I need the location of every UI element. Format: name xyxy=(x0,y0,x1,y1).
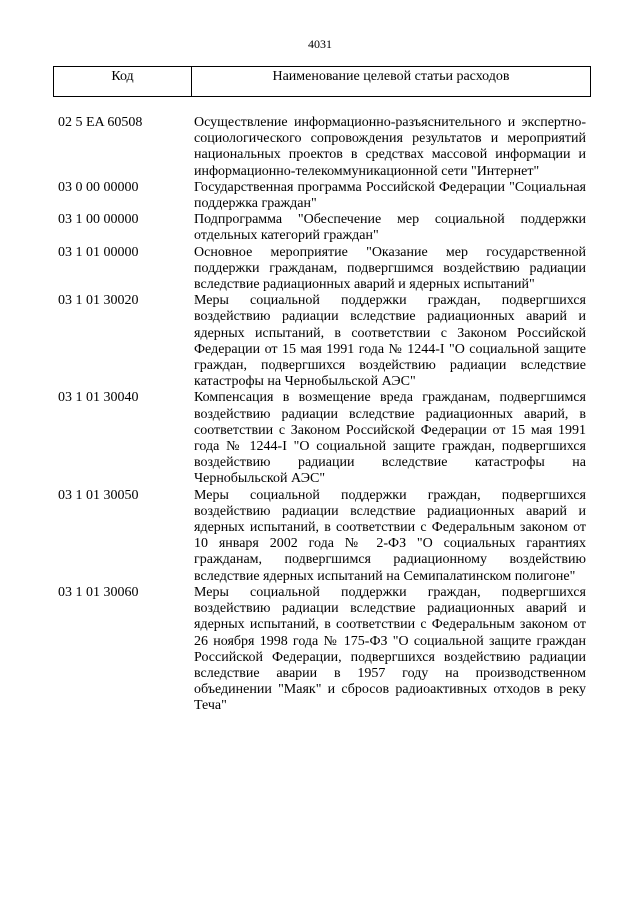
row-code: 02 5 EA 60508 xyxy=(58,115,143,130)
table-row xyxy=(58,293,586,390)
row-code: 03 1 01 30060 xyxy=(58,584,139,600)
row-description: Меры социальной поддержки граждан, подвергшихся воздействию радиации вследствие радиационных аварий и ядерных испытаний, в соответствии с Федеральным законом от 26 ноября 1998 года № 175-ФЗ "О социальной защите граждан Российской Федерации, подвергшихся воздействию радиации вследствие аварии в 1957 году на производственном объединении "Маяк" и сбросов радиоактивных отходов в реку Теча" xyxy=(194,584,586,714)
row-code: 03 1 01 30050 xyxy=(58,487,139,503)
row-description: Компенсация в возмещение вреда гражданам, подвергшимся воздействию радиации вследствие радиационных аварий, в соответствии с Законом Российской Федерации от 15 мая 1991 года № 1244-I "О социальной защите граждан, подвергшихся воздействию радиации вследствие катастрофы на Чернобыльской АЭС" xyxy=(194,390,586,487)
table-row xyxy=(58,488,586,585)
page-number: 4031 xyxy=(308,37,332,51)
header-name-cell xyxy=(192,67,590,96)
row-code: 03 0 00 00000 xyxy=(58,179,139,195)
table-row xyxy=(58,212,586,244)
row-code: 03 1 01 00000 xyxy=(58,244,139,260)
row-code: 03 1 01 30020 xyxy=(58,293,139,309)
row-description: Основное мероприятие "Оказание мер государственной поддержки гражданам, подвергшимся воздействию радиации вследствие радиационных аварий и ядерных испытаний" xyxy=(194,244,586,293)
header-name-label: Наименование целевой статьи расходов xyxy=(272,69,510,84)
row-description: Государственная программа Российской Федерации "Социальная поддержка граждан" xyxy=(194,179,586,212)
row-description: Меры социальной поддержки граждан, подвергшихся воздействию радиации вследствие радиационных аварий и ядерных испытаний, в соответствии с Законом Российской Федерации от 15 мая 1991 года № 1244-I "О социальной защите граждан, подвергшихся воздействию радиации вследствие катастрофы на Чернобыльской АЭС" xyxy=(194,293,586,390)
table-row xyxy=(58,180,586,212)
table-row xyxy=(58,585,586,715)
row-description: Меры социальной поддержки граждан, подвергшихся воздействию радиации вследствие радиационных аварий и ядерных испытаний, в соответствии с Федеральным законом от 10 января 2002 года № 2-ФЗ "О социальных гарантиях гражданам, подвергшимся радиационному воздействию вследствие ядерных испытаний на Семипалатинском полигоне" xyxy=(194,487,586,584)
header-code-cell xyxy=(54,67,192,96)
row-description: Осуществление информационно-разъяснительного и экспертно-социологического сопровождения результатов и мероприятий национальных проектов в средствах массовой информации и информационно-телекоммуникационной сети "Интернет" xyxy=(194,115,586,179)
table-body xyxy=(58,115,586,715)
table-header xyxy=(53,66,591,97)
row-description: Подпрограмма "Обеспечение мер социальной поддержки отдельных категорий граждан" xyxy=(194,212,586,244)
header-code-label: Код xyxy=(111,69,134,84)
table-row xyxy=(58,390,586,487)
row-code: 03 1 01 30040 xyxy=(58,390,139,406)
table-row xyxy=(58,245,586,294)
row-code: 03 1 00 00000 xyxy=(58,212,139,228)
table-row xyxy=(58,115,586,180)
